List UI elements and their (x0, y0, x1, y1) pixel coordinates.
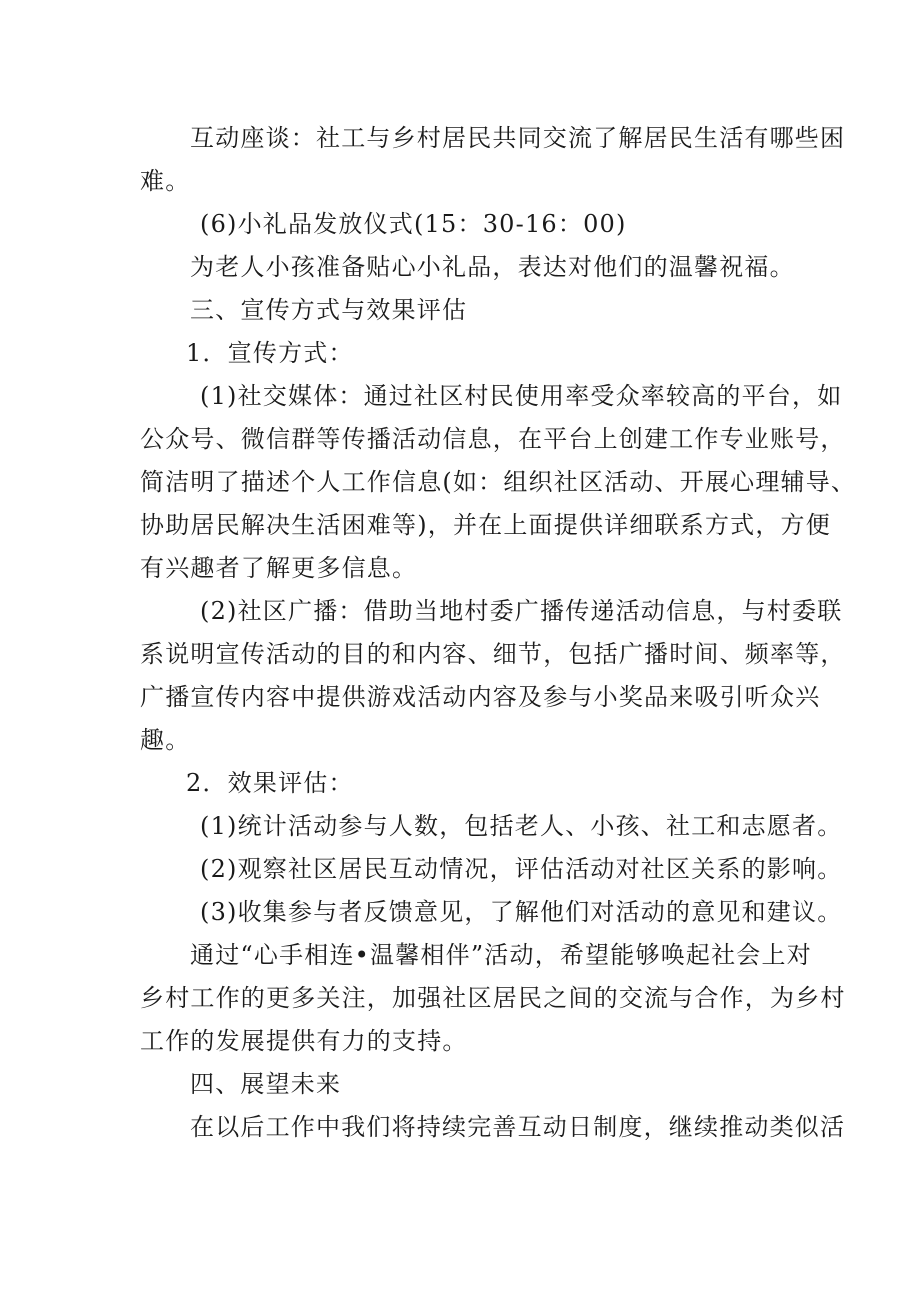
paragraph-line: 互动座谈：社工与乡村居民共同交流了解居民生活有哪些困 (190, 124, 846, 152)
paragraph-line: 协助居民解决生活困难等)，并在上面提供详细联系方式，方便 (140, 511, 831, 539)
paragraph-line: (2)社区广播：借助当地村委广播传递活动信息，与村委联 (200, 597, 843, 625)
paragraph-line: 通过“心手相连•温馨相伴”活动，希望能够唤起社会上对 (190, 941, 812, 969)
paragraph-line: 趣。 (140, 726, 191, 754)
subsection-heading: 1．宣传方式： (186, 339, 354, 367)
paragraph-line: (1)社交媒体：通过社区村民使用率受众率较高的平台，如 (200, 382, 843, 410)
paragraph-line: 有兴趣者了解更多信息。 (140, 554, 418, 582)
paragraph-line: 广播宣传内容中提供游戏活动内容及参与小奖品来吸引听众兴 (140, 683, 821, 711)
paragraph-line: 系说明宣传活动的目的和内容、细节，包括广播时间、频率等， (140, 640, 846, 668)
section-heading: 三、宣传方式与效果评估 (190, 296, 468, 324)
list-item: (2)观察社区居民互动情况，评估活动对社区关系的影响。 (200, 855, 843, 883)
paragraph-line: 难。 (140, 167, 191, 195)
paragraph-line: 公众号、微信群等传播活动信息，在平台上创建工作专业账号， (140, 425, 846, 453)
paragraph-line: 简洁明了描述个人工作信息(如：组织社区活动、开展心理辅导、 (140, 468, 857, 496)
list-item: (3)收集参与者反馈意见，了解他们对活动的意见和建议。 (200, 898, 843, 926)
paragraph-line: 在以后工作中我们将持续完善互动日制度，继续推动类似活 (190, 1113, 846, 1141)
paragraph-line: 为老人小孩准备贴心小礼品，表达对他们的温馨祝福。 (190, 253, 795, 281)
section-heading: 四、展望未来 (190, 1070, 342, 1098)
paragraph-line: 工作的发展提供有力的支持。 (140, 1027, 468, 1055)
list-item: (1)统计活动参与人数，包括老人、小孩、社工和志愿者。 (200, 812, 843, 840)
paragraph-line: 乡村工作的更多关注，加强社区居民之间的交流与合作，为乡村 (140, 984, 846, 1012)
section-heading: (6)小礼品发放仪式(15：30-16：00) (200, 210, 627, 238)
subsection-heading: 2．效果评估： (186, 769, 354, 797)
